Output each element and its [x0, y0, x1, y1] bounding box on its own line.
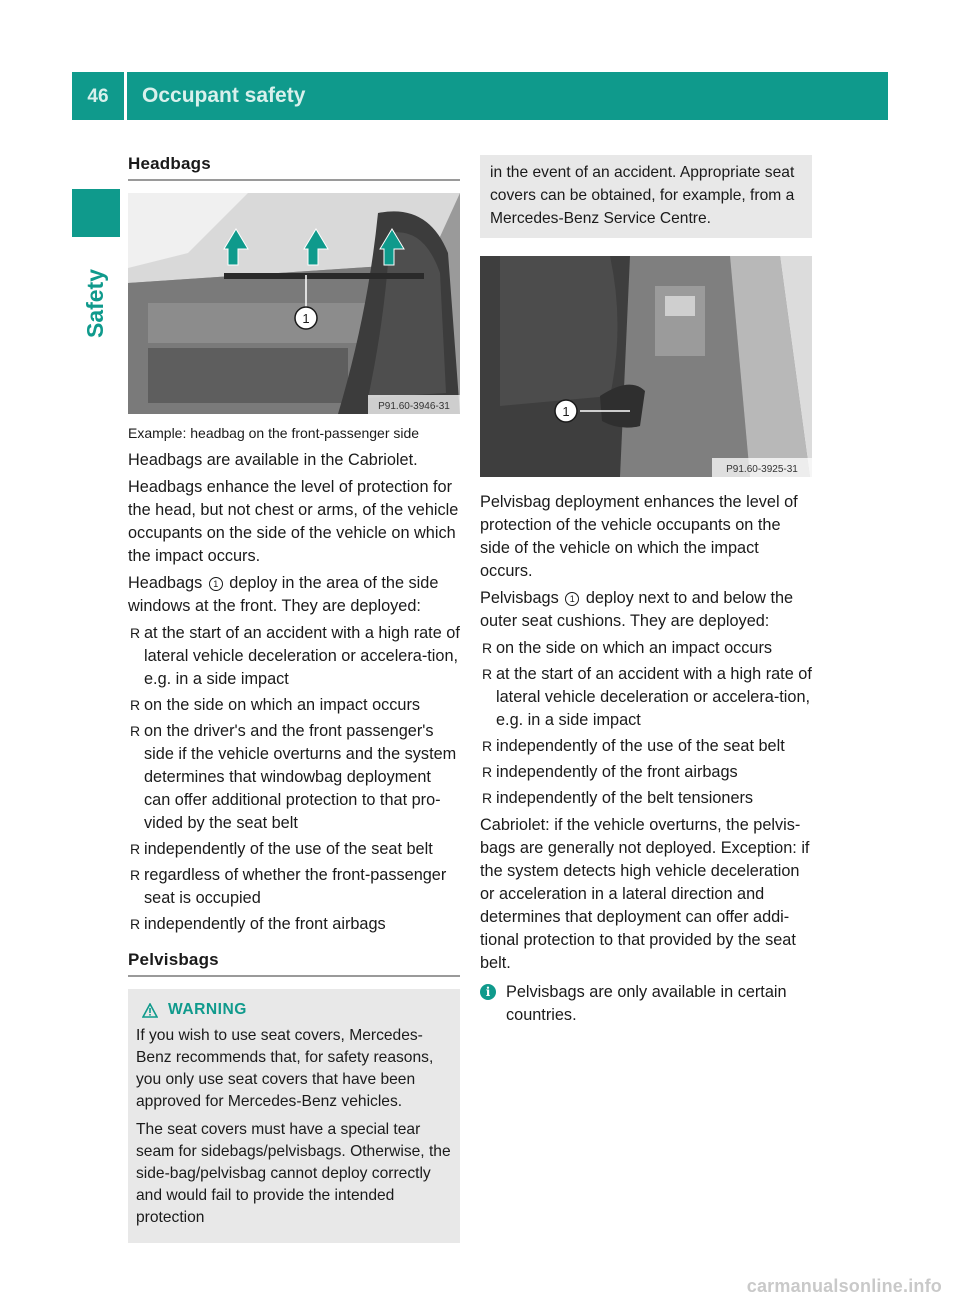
section-title: Occupant safety — [142, 84, 306, 107]
pelvisbags-deploy-intro: Pelvisbags 1 deploy next to and below the outer seat cushions. They are deployed: — [480, 589, 794, 630]
headbags-deploy-intro: Headbags 1 deploy in the area of the side windows at the front. They are deployed: — [128, 574, 439, 615]
cabriolet-note: Cabriolet: if the vehicle overturns, the pelvis-bags are generally not deployed. Exception: if the system detects high vehicle deceleration or acceleration in a lateral direction and determines that deployment can offer addi-tional protection to that provided by the seat belt. — [480, 816, 810, 972]
headbags-heading: Headbags — [128, 152, 460, 181]
watermark: carmanualsonline.info — [746, 1276, 942, 1296]
sidebar-label-text: Safety — [82, 268, 109, 339]
figure-caption: Example: headbag on the front-passenger side — [128, 425, 420, 441]
pelvisbags-deploy-list — [480, 637, 812, 810]
pelvisbag-figure-code: P91.60-3925-31 — [726, 464, 798, 475]
list-item: R regardless of whether the front-passenger seat is occupied — [130, 866, 447, 907]
info-text: Pelvisbags are only available in certain countries. — [506, 983, 787, 1024]
left-column — [128, 152, 460, 1243]
info-icon: i — [480, 984, 496, 1000]
warning-text-1: If you wish to use seat covers, Mercedes-Benz recommends that, for safety reasons, you only use seat covers that have been approved for Mercedes-Benz vehicles. — [136, 1027, 434, 1110]
list-item: R on the driver's and the front passenger's side if the vehicle overturns and the system determines that windowbag deployment can offer additional protection to that pro-vided by the seat belt — [130, 722, 457, 832]
list-item: R independently of the use of the seat belt — [482, 737, 785, 755]
headbags-availability: Headbags are available in the Cabriolet. — [128, 451, 418, 469]
list-item: R at the start of an accident with a high rate of lateral vehicle deceleration or accelera-tion, e.g. in a side impact — [130, 624, 460, 688]
sidebar-label — [72, 250, 120, 370]
warning-text-2: The seat covers must have a special tear seam for sidebags/pelvisbags. Otherwise, the side-bag/pelvisbag cannot deploy correctly and would fail to provide the intended protection — [136, 1121, 451, 1226]
headbag-callout: 1 — [302, 311, 310, 326]
warning-box — [128, 989, 460, 1243]
right-column — [480, 155, 812, 1027]
page-header — [72, 72, 888, 120]
page-number: 46 — [87, 86, 109, 107]
pelvisbags-heading: Pelvisbags — [128, 948, 460, 977]
warning-triangle-icon — [142, 1003, 158, 1018]
list-item: R at the start of an accident with a high rate of lateral vehicle deceleration or accelera-tion, e.g. in a side impact — [482, 665, 812, 729]
callout-ref: 1 — [565, 592, 579, 606]
pelvisbags-description: Pelvisbag deployment enhances the level of protection of the vehicle occupants on the side of the vehicle on which the impact occurs. — [480, 493, 798, 580]
list-item: R independently of the front airbags — [482, 763, 738, 781]
warning-continuation — [480, 155, 812, 238]
headbag-figure — [128, 193, 460, 414]
list-item: R independently of the front airbags — [130, 915, 386, 933]
list-item: R on the side on which an impact occurs — [130, 696, 421, 714]
pelvisbag-photo — [480, 256, 812, 477]
warning-title: WARNING — [168, 1001, 247, 1018]
list-item: R independently of the use of the seat belt — [130, 840, 433, 858]
pelvisbag-callout: 1 — [562, 404, 570, 419]
headbags-description: Headbags enhance the level of protection for the head, but not chest or arms, of the vehicle occupants on the side of the vehicle on which the impact occurs. — [128, 478, 459, 565]
sidebar-marker — [72, 189, 120, 237]
list-item: R on the side on which an impact occurs — [482, 639, 773, 657]
callout-ref: 1 — [209, 577, 223, 591]
warning-continuation-text: in the event of an accident. Appropriate seat covers can be obtained, for example, from a Mercedes-Benz Service Centre. — [490, 164, 795, 227]
header-divider — [124, 72, 127, 120]
info-note — [480, 981, 812, 1027]
headbag-photo — [128, 193, 460, 414]
headbags-deploy-list — [128, 622, 460, 936]
warning-header — [142, 999, 452, 1021]
headbag-figure-code: P91.60-3946-31 — [378, 401, 450, 412]
list-item: R independently of the belt tensioners — [482, 789, 754, 807]
pelvisbag-figure — [480, 256, 812, 477]
